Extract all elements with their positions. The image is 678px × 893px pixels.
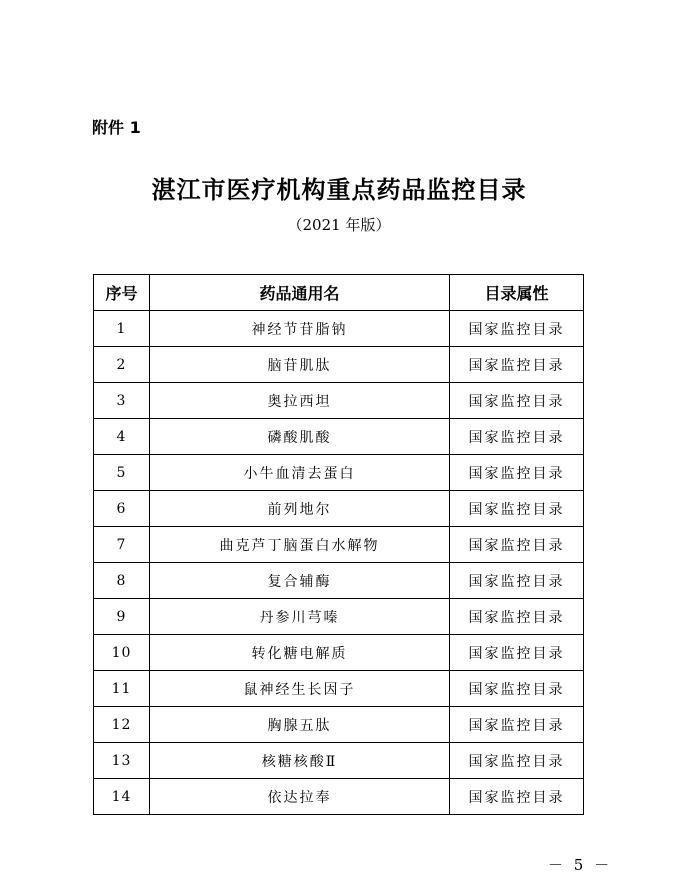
row-number: 6: [94, 491, 150, 527]
row-number: 2: [94, 347, 150, 383]
header-catalog-attribute: 目录属性: [450, 275, 584, 311]
row-drug-name: 脑苷肌肽: [150, 347, 450, 383]
row-catalog-attribute: 国家监控目录: [450, 599, 584, 635]
document-subtitle: （2021 年版）: [287, 216, 391, 234]
row-catalog-attribute: 国家监控目录: [450, 779, 584, 815]
table-row: [94, 527, 584, 563]
row-number: 7: [94, 527, 150, 563]
row-catalog-attribute: 国家监控目录: [450, 527, 584, 563]
document-title: 湛江市医疗机构重点药品监控目录: [151, 176, 527, 204]
row-drug-name: 前列地尔: [150, 491, 450, 527]
row-catalog-attribute: 国家监控目录: [450, 311, 584, 347]
row-drug-name: 神经节苷脂钠: [150, 311, 450, 347]
row-catalog-attribute: 国家监控目录: [450, 383, 584, 419]
row-drug-name: 胸腺五肽: [150, 707, 450, 743]
row-drug-name: 依达拉奉: [150, 779, 450, 815]
row-number: 3: [94, 383, 150, 419]
header-serial-number: 序号: [94, 275, 150, 311]
row-catalog-attribute: 国家监控目录: [450, 419, 584, 455]
row-number: 5: [94, 455, 150, 491]
row-drug-name: 小牛血清去蛋白: [150, 455, 450, 491]
table-row: [94, 455, 584, 491]
row-number: 8: [94, 563, 150, 599]
row-catalog-attribute: 国家监控目录: [450, 635, 584, 671]
table-row: [94, 491, 584, 527]
header-drug-generic-name: 药品通用名: [150, 275, 450, 311]
row-drug-name: 转化糖电解质: [150, 635, 450, 671]
row-drug-name: 曲克芦丁脑蛋白水解物: [150, 527, 450, 563]
row-number: 14: [94, 779, 150, 815]
row-catalog-attribute: 国家监控目录: [450, 563, 584, 599]
attachment-label: 附件 1: [92, 118, 141, 137]
row-drug-name: 奥拉西坦: [150, 383, 450, 419]
table-header-row: [94, 275, 584, 311]
table-row: [94, 635, 584, 671]
row-number: 11: [94, 671, 150, 707]
row-catalog-attribute: 国家监控目录: [450, 347, 584, 383]
row-catalog-attribute: 国家监控目录: [450, 455, 584, 491]
row-catalog-attribute: 国家监控目录: [450, 491, 584, 527]
table-row: [94, 707, 584, 743]
row-catalog-attribute: 国家监控目录: [450, 671, 584, 707]
row-number: 12: [94, 707, 150, 743]
row-number: 9: [94, 599, 150, 635]
table-row: [94, 779, 584, 815]
table-row: [94, 347, 584, 383]
table-row: [94, 419, 584, 455]
row-number: 1: [94, 311, 150, 347]
table-row: [94, 599, 584, 635]
row-catalog-attribute: 国家监控目录: [450, 707, 584, 743]
table-row: [94, 743, 584, 779]
row-number: 10: [94, 635, 150, 671]
row-number: 13: [94, 743, 150, 779]
drug-monitoring-table: [93, 274, 584, 815]
table-row: [94, 671, 584, 707]
row-drug-name: 核糖核酸Ⅱ: [150, 743, 450, 779]
row-drug-name: 磷酸肌酸: [150, 419, 450, 455]
row-drug-name: 复合辅酶: [150, 563, 450, 599]
table-row: [94, 563, 584, 599]
row-number: 4: [94, 419, 150, 455]
row-catalog-attribute: 国家监控目录: [450, 743, 584, 779]
page-number: － 5 －: [548, 856, 613, 874]
table-row: [94, 311, 584, 347]
table-row: [94, 383, 584, 419]
row-drug-name: 丹参川芎嗪: [150, 599, 450, 635]
row-drug-name: 鼠神经生长因子: [150, 671, 450, 707]
